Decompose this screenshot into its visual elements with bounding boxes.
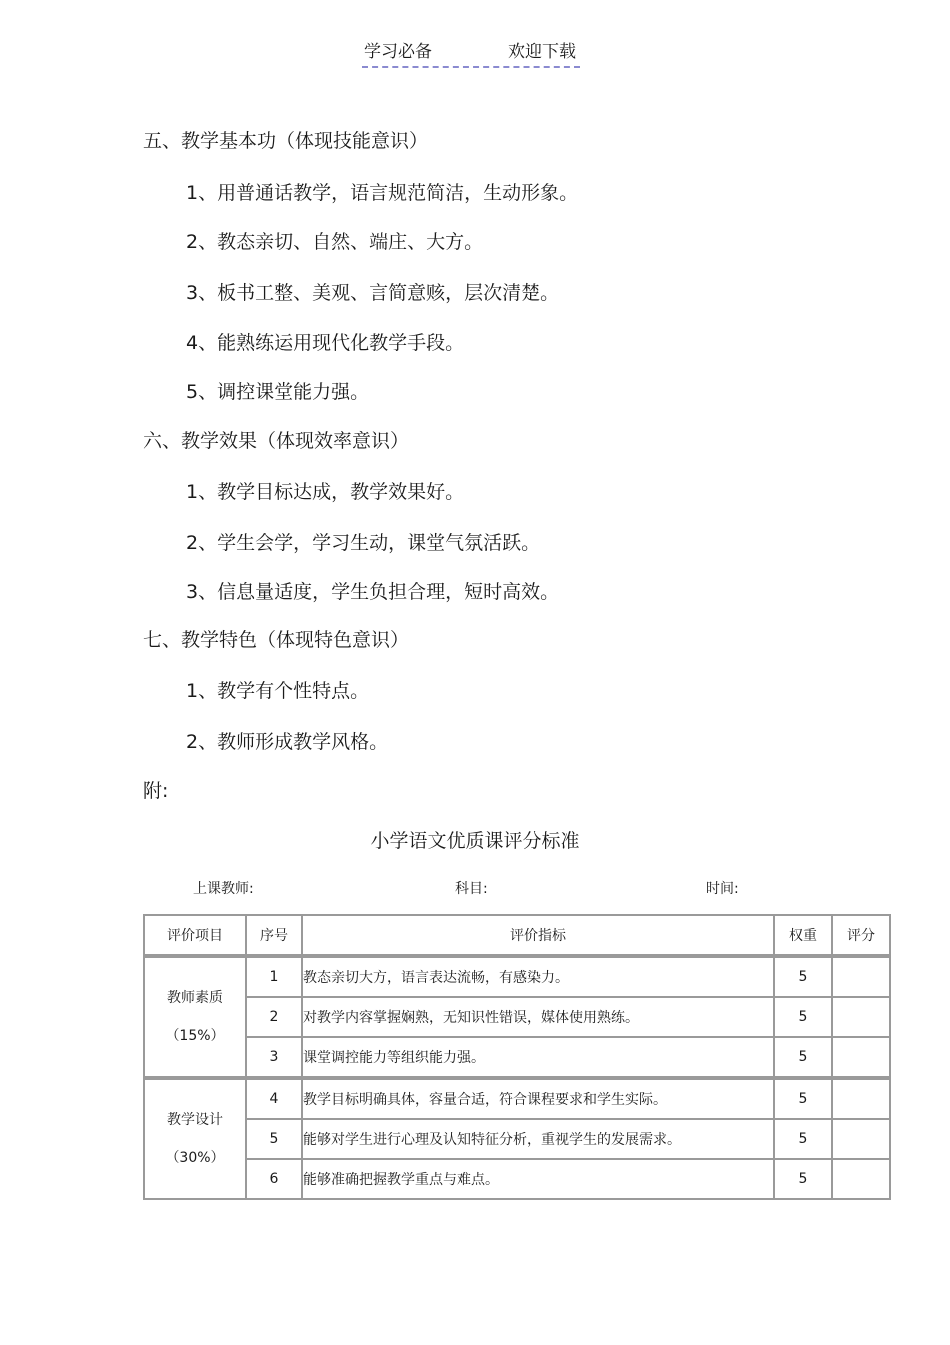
row-score-cell[interactable] — [832, 1159, 890, 1199]
row-number: 1 — [246, 956, 302, 997]
subject-label: 科目: — [455, 881, 488, 897]
table-row — [144, 1119, 890, 1159]
header-right-text: 欢迎下载 — [508, 42, 576, 62]
header-no: 序号 — [246, 915, 302, 956]
row-weight: 5 — [774, 1078, 832, 1119]
group-cell — [144, 1078, 246, 1199]
row-score-cell[interactable] — [832, 997, 890, 1037]
header-left-text: 学习必备 — [364, 42, 432, 62]
row-indicator: 对教学内容掌握娴熟，无知识性错误，媒体使用熟练。 — [302, 997, 774, 1037]
list-item: 2、教态亲切、自然、端庄、大方。 — [186, 231, 484, 253]
row-indicator: 课堂调控能力等组织能力强。 — [302, 1037, 774, 1078]
group-name: 教学设计 — [167, 1112, 223, 1128]
row-number: 4 — [246, 1078, 302, 1119]
list-item: 5、调控课堂能力强。 — [186, 381, 370, 403]
row-weight: 5 — [774, 956, 832, 997]
appendix-label: 附: — [143, 780, 169, 802]
row-number: 5 — [246, 1119, 302, 1159]
group-name: 教师素质 — [167, 990, 223, 1006]
scoring-table — [143, 914, 891, 1200]
row-score-cell[interactable] — [832, 1078, 890, 1119]
row-weight: 5 — [774, 1159, 832, 1199]
row-score-cell[interactable] — [832, 956, 890, 997]
row-score-cell[interactable] — [832, 1037, 890, 1078]
row-indicator: 教学目标明确具体，容量合适，符合课程要求和学生实际。 — [302, 1078, 774, 1119]
group-percent: （15%） — [165, 1028, 225, 1044]
section-heading-7: 七、教学特色（体现特色意识） — [143, 629, 410, 651]
row-number: 3 — [246, 1037, 302, 1078]
row-weight: 5 — [774, 1119, 832, 1159]
row-indicator: 能够对学生进行心理及认知特征分析，重视学生的发展需求。 — [302, 1119, 774, 1159]
section-heading-5: 五、教学基本功（体现技能意识） — [143, 130, 429, 152]
list-item: 2、学生会学，学习生动，课堂气氛活跃。 — [186, 532, 541, 554]
page-header — [362, 40, 580, 68]
group-cell — [144, 956, 246, 1078]
list-item: 3、板书工整、美观、言简意赅，层次清楚。 — [186, 282, 560, 304]
row-indicator: 教态亲切大方，语言表达流畅，有感染力。 — [302, 956, 774, 997]
list-item: 1、教学有个性特点。 — [186, 680, 370, 702]
header-score: 评分 — [832, 915, 890, 956]
section-heading-6: 六、教学效果（体现效率意识） — [143, 430, 410, 452]
list-item: 2、教师形成教学风格。 — [186, 731, 389, 753]
list-item: 4、能熟练运用现代化教学手段。 — [186, 332, 465, 354]
row-number: 2 — [246, 997, 302, 1037]
header-weight: 权重 — [774, 915, 832, 956]
group-percent: （30%） — [165, 1150, 225, 1166]
row-weight: 5 — [774, 997, 832, 1037]
list-item: 1、教学目标达成，教学效果好。 — [186, 481, 465, 503]
table-row — [144, 1159, 890, 1199]
teacher-label: 上课教师: — [193, 881, 254, 897]
table-header-row — [144, 915, 890, 956]
table-row — [144, 1078, 890, 1119]
table-title: 小学语文优质课评分标准 — [370, 830, 580, 852]
header-item: 评价项目 — [144, 915, 246, 956]
list-item: 1、用普通话教学，语言规范简洁，生动形象。 — [186, 182, 579, 204]
table-row — [144, 1037, 890, 1078]
row-number: 6 — [246, 1159, 302, 1199]
time-label: 时间: — [706, 881, 739, 897]
row-indicator: 能够准确把握教学重点与难点。 — [302, 1159, 774, 1199]
list-item: 3、信息量适度，学生负担合理，短时高效。 — [186, 581, 560, 603]
table-row — [144, 997, 890, 1037]
table-row — [144, 956, 890, 997]
header-indicator: 评价指标 — [302, 915, 774, 956]
row-weight: 5 — [774, 1037, 832, 1078]
row-score-cell[interactable] — [832, 1119, 890, 1159]
